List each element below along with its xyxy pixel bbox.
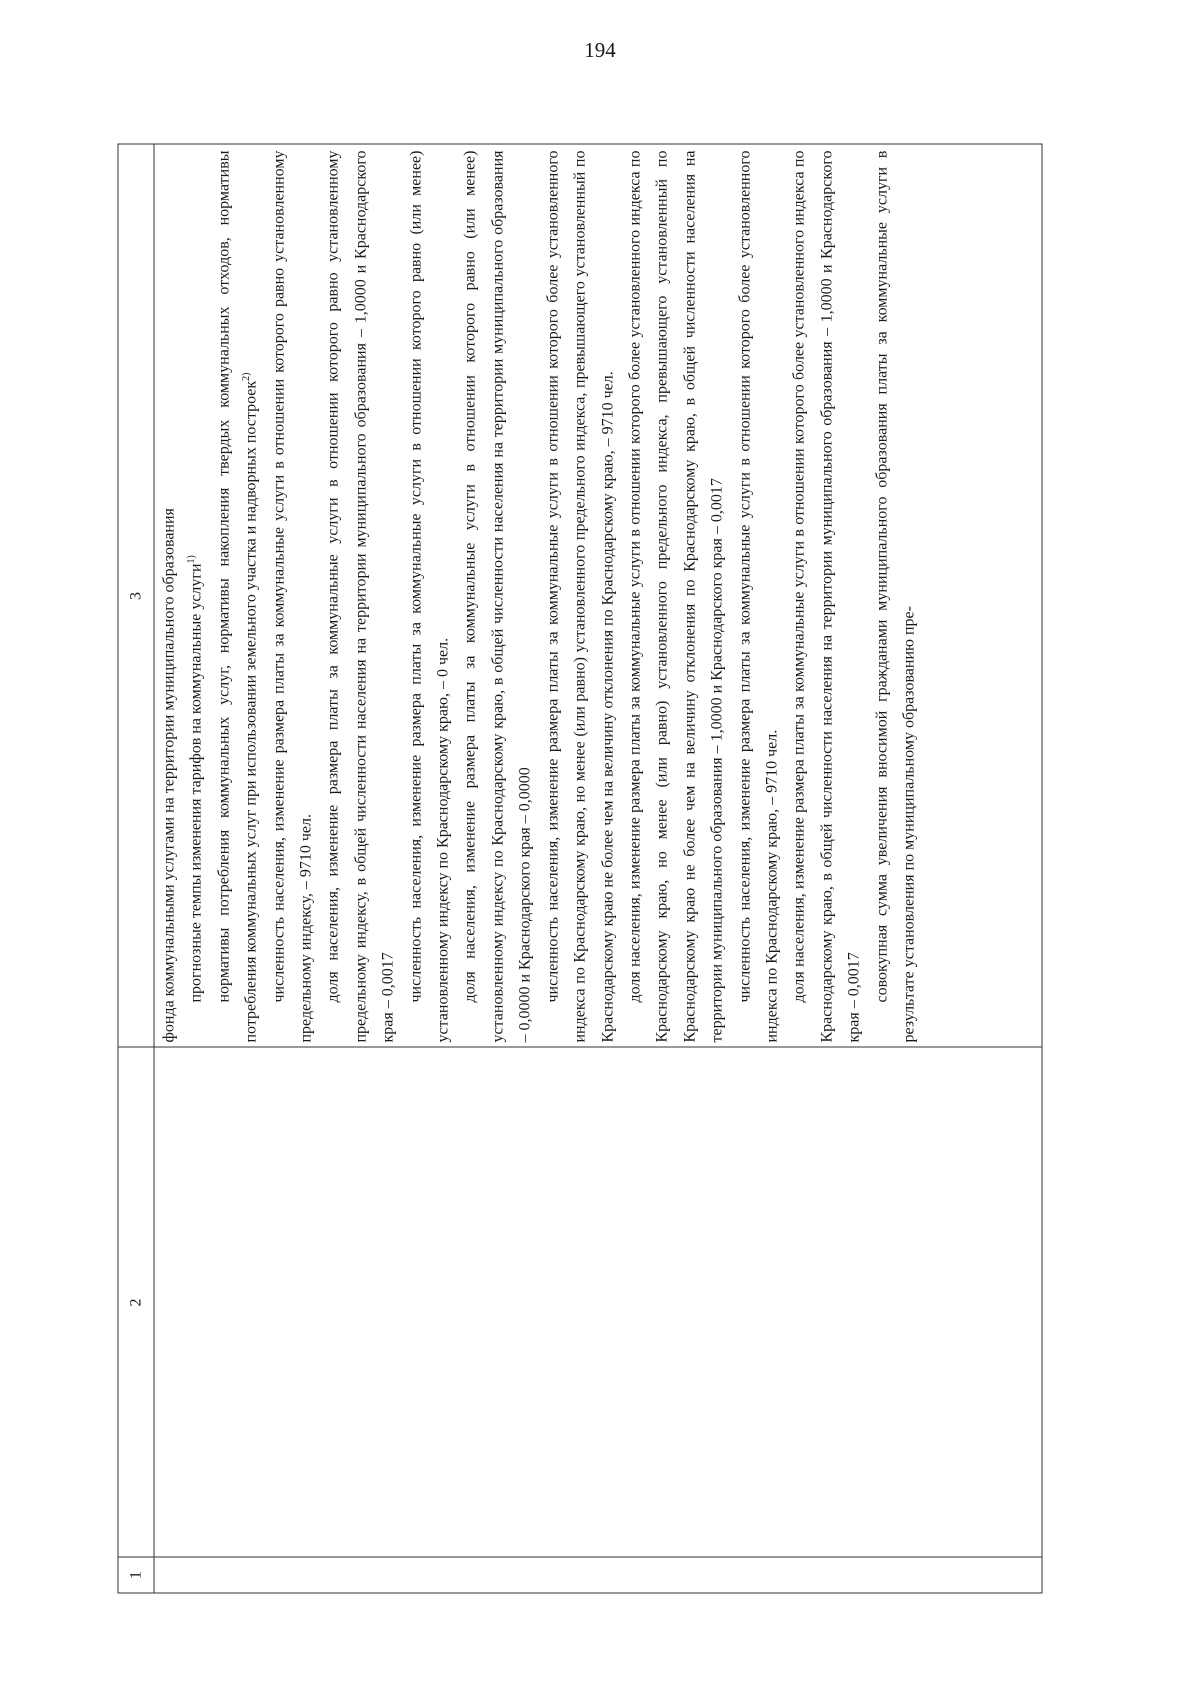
- header-col-3: 3: [127, 591, 145, 600]
- paragraph: [183, 150, 210, 1042]
- paragraph-text: численность населения, изменение размера платы за коммунальные услуги в отношении которого равно (или менее) установленному индексу по Краснодарскому краю, – 0 чел.: [407, 150, 452, 1042]
- paragraph: [210, 150, 265, 1042]
- paragraph-text: фонда коммунальными услугами на территории муниципального образования: [160, 507, 178, 1042]
- paragraph: [156, 150, 183, 1042]
- paragraph-text: доля населения, изменение размера платы за коммунальные услуги в отношении которого более установленного индекса по Краснодарскому краю, в общей численности населения на территории муниципального образования – 1,0000 и Краснодарского края – 0,0017: [790, 150, 863, 1042]
- header-col-1: 1: [127, 1570, 145, 1579]
- paragraph-text: доля населения, изменение размера платы за коммунальные услуги в отношении которого равно (или менее) установленному индексу по Краснодарскому краю, в общей численности населения на территории муниципального образования – 0,0000 и Краснодарского края – 0,0000: [461, 150, 534, 1042]
- footnote-mark: 1): [186, 554, 198, 563]
- paragraph-text: численность населения, изменение размера платы за коммунальные услуги в отношении которого более установленного индекса по Краснодарскому краю, но менее (или равно) установленного предельного индекса, превышающего установленный по Краснодарскому краю не более чем на величину отклонения по Краснодарскому краю, – 9710 чел.: [544, 150, 616, 1042]
- paragraph-text: прогнозные темпы изменения тарифов на коммунальные услуги: [187, 562, 205, 1002]
- header-col-2: 2: [127, 1298, 145, 1306]
- column-divider: [119, 1556, 1042, 1557]
- faint-stamp-mark: [290, 1475, 450, 1595]
- paragraph-text: доля населения, изменение размера платы за коммунальные услуги в отношении которого более установленного индекса по Краснодарскому краю, но менее (или равно) установленного предельного индекса, превышающего установленный по Краснодарскому краю не более чем на величину отклонения по Краснодарскому краю, в общей численности населения на территории муниципального образования – 1,0000 и Краснодарского края – 0,0017: [626, 150, 726, 1042]
- paragraph-text: доля населения, изменение размера платы за коммунальные услуги в отношении которого равно установленному предельному индексу, в общей численности населения на территории муниципального образования – 1,0000 и Краснодарского края – 0,0017: [324, 150, 397, 1042]
- paragraph-text: численность населения, изменение размера платы за коммунальные услуги в отношении которого равно установленному предельному индексу, – 9710 чел.: [270, 150, 315, 1042]
- paragraph-text: совокупная сумма увеличения вносимой гражданами муниципального образования платы за коммунальные услуги в результате установления по муниципальному образованию пре-: [873, 150, 918, 1042]
- column-divider: [119, 1046, 1042, 1047]
- paragraph: [868, 150, 923, 1042]
- paragraph: [731, 150, 786, 1042]
- paragraph: [539, 150, 621, 1042]
- paragraph: [320, 150, 402, 1042]
- column-3-text: [155, 150, 1042, 1042]
- paragraph: [402, 150, 457, 1042]
- table-header-row: [119, 144, 155, 1592]
- footnote-mark: 2): [241, 371, 253, 381]
- paragraph: [621, 150, 731, 1042]
- paragraph-text: нормативы потребления коммунальных услуг, нормативы накопления твердых коммунальных отходов, нормативы потребления коммунальных услуг при использовании земельного участка и надворных построек: [215, 150, 260, 1042]
- paragraph: [457, 150, 539, 1042]
- rotated-table: [118, 143, 1043, 1593]
- paragraph-text: численность населения, изменение размера платы за коммунальные услуги в отношении которого более установленного индекса по Краснодарскому краю, – 9710 чел.: [736, 150, 781, 1042]
- page-number: 194: [584, 38, 616, 62]
- paragraph: [265, 150, 320, 1042]
- paragraph: [786, 150, 868, 1042]
